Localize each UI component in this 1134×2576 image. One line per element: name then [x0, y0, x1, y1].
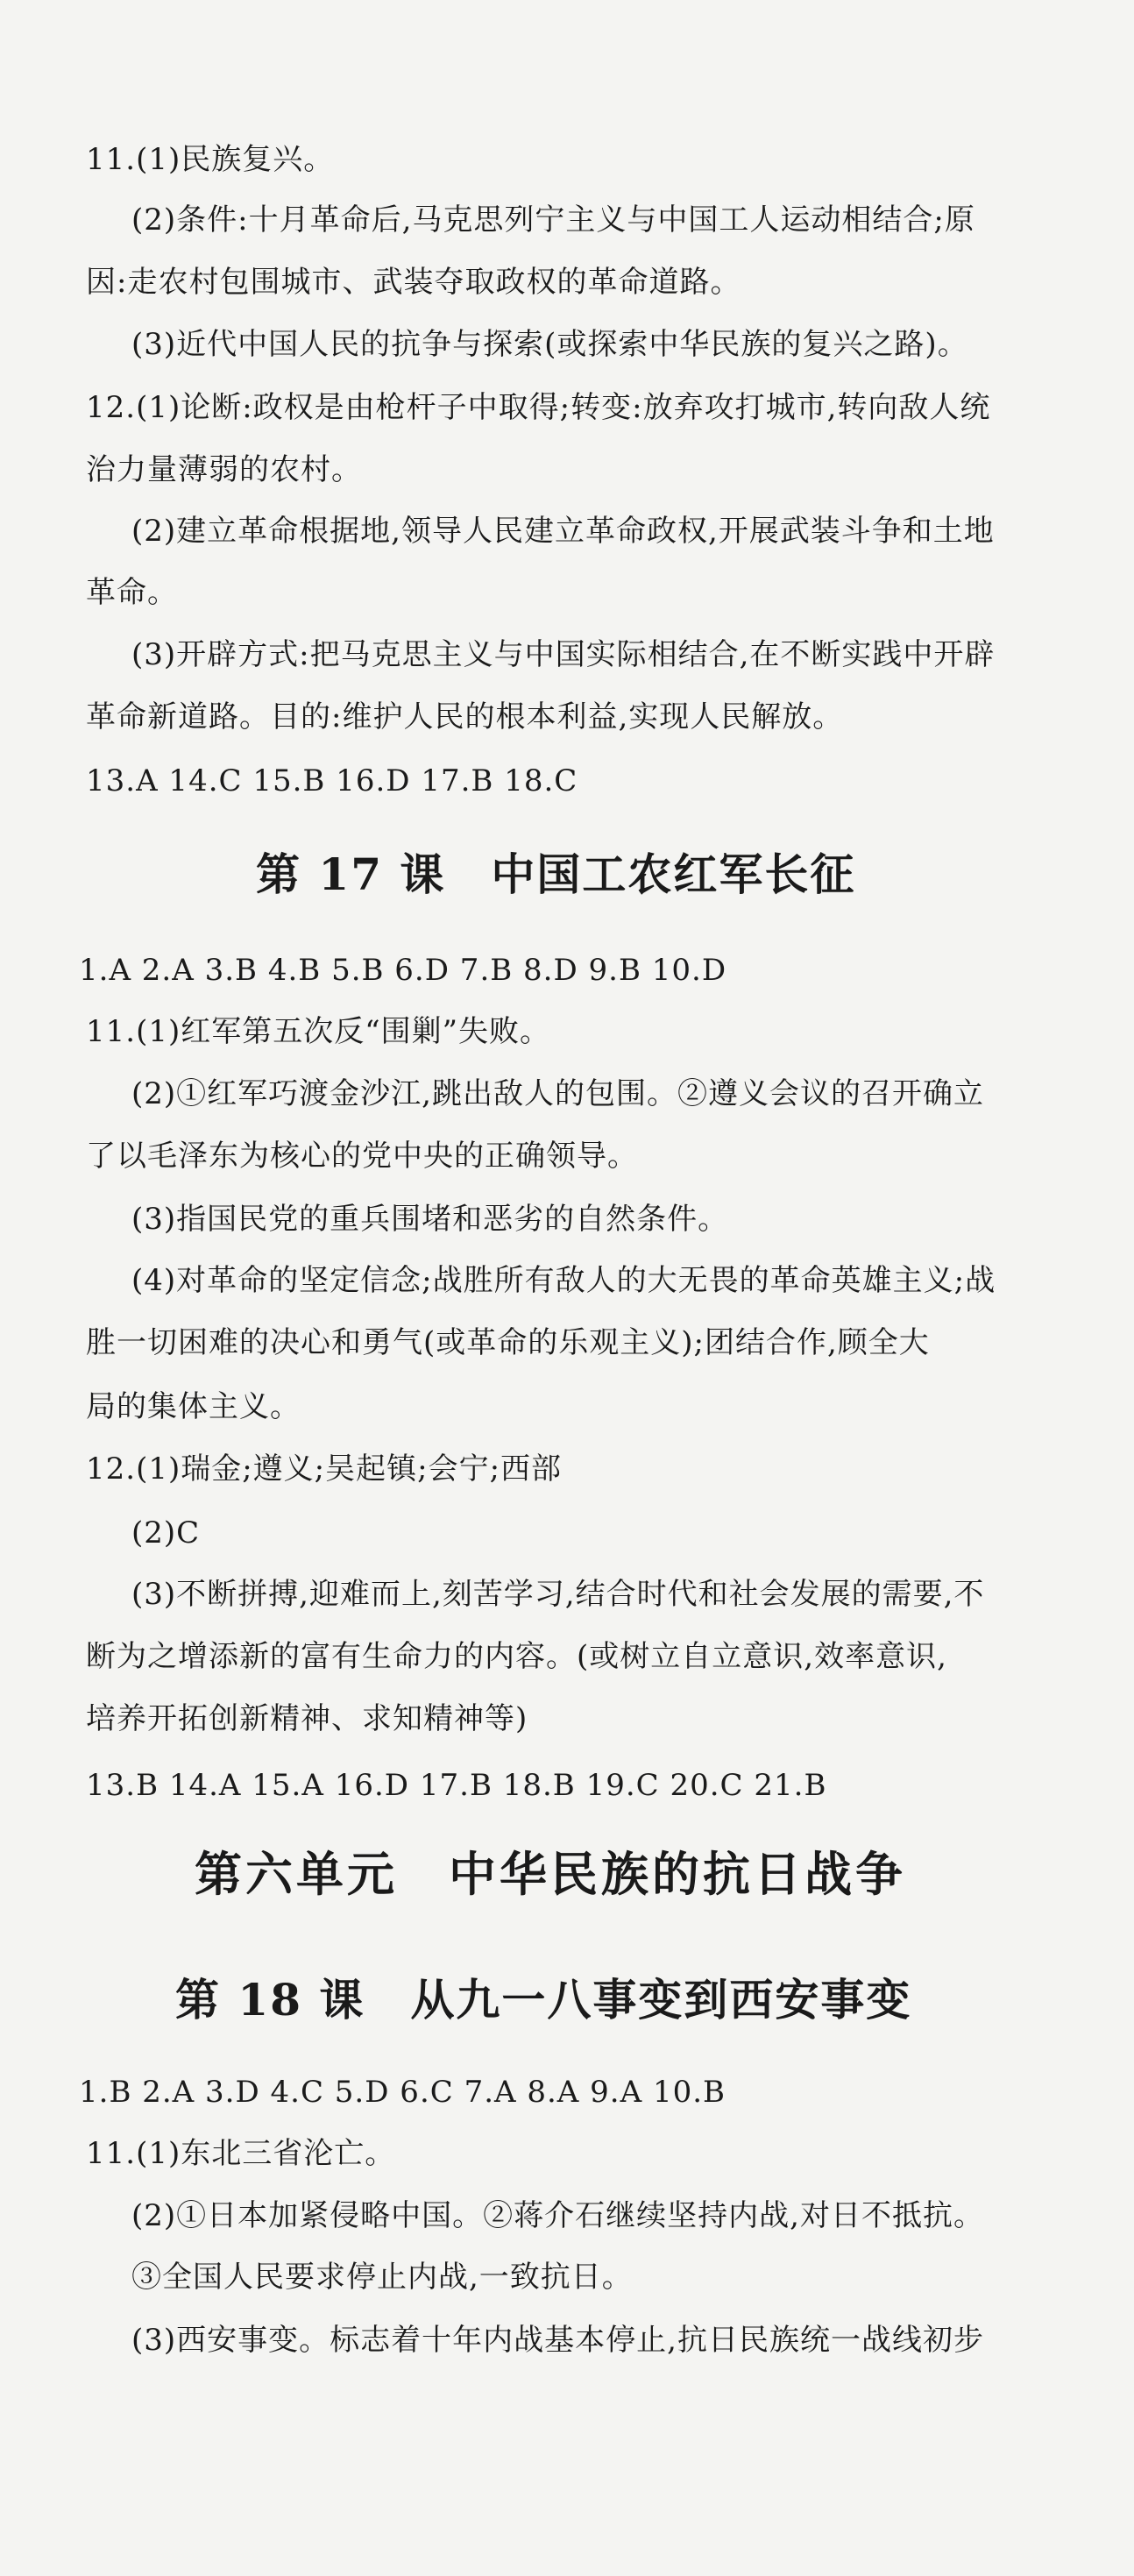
answer-line: 断为之增添新的富有生命力的内容。(或树立自立意识,效率意识, — [86, 1639, 947, 1674]
lesson-18-heading: 第 18 课 从九一八事变到西安事变 — [175, 1974, 912, 2026]
answer-line: (3)近代中国人民的抗争与探索(或探索中华民族的复兴之路)。 — [131, 327, 968, 362]
answer-line: 革命新道路。目的:维护人民的根本利益,实现人民解放。 — [86, 699, 844, 734]
answer-line: 11.(1)东北三省沦亡。 — [86, 2136, 396, 2171]
answer-line: ③全国人民要求停止内战,一致抗日。 — [131, 2260, 633, 2295]
answer-line: (3)不断拼搏,迎难而上,刻苦学习,结合时代和社会发展的需要,不 — [131, 1577, 985, 1612]
answer-line: 13.A 14.C 15.B 16.D 17.B 18.C — [86, 763, 578, 798]
answer-line: (4)对革命的坚定信念;战胜所有敌人的大无畏的革命英雄主义;战 — [131, 1263, 996, 1298]
answer-line: 局的集体主义。 — [86, 1389, 301, 1424]
answer-line: 13.B 14.A 15.A 16.D 17.B 18.B 19.C 20.C 21.B — [86, 1768, 827, 1803]
answer-line: (2)C — [131, 1515, 201, 1551]
lesson-17-heading: 第 17 课 中国工农红军长征 — [256, 848, 856, 900]
answer-line: (3)开辟方式:把马克思主义与中国实际相结合,在不断实践中开辟 — [131, 637, 996, 672]
answer-line: 胜一切困难的决心和勇气(或革命的乐观主义);团结合作,顾全大 — [86, 1325, 930, 1360]
answer-line: 培养开拓创新精神、求知精神等) — [86, 1701, 528, 1736]
answer-line: 治力量薄弱的农村。 — [86, 452, 362, 487]
answer-line: (3)西安事变。标志着十年内战基本停止,抗日民族统一战线初步 — [131, 2323, 984, 2358]
answer-line: (3)指国民党的重兵围堵和恶劣的自然条件。 — [131, 1202, 729, 1237]
answer-line: 了以毛泽东为核心的党中央的正确领导。 — [86, 1139, 638, 1174]
answer-line: 12.(1)论断:政权是由枪杆子中取得;转变:放弃攻打城市,转向敌人统 — [86, 390, 991, 425]
answer-line: (2)建立革命根据地,领导人民建立革命政权,开展武装斗争和土地 — [131, 514, 995, 549]
answer-line: 因:走农村包围城市、武装夺取政权的革命道路。 — [86, 265, 741, 300]
answer-line: 12.(1)瑞金;遵义;吴起镇;会宁;西部 — [86, 1451, 563, 1487]
answer-line: (2)条件:十月革命后,马克思列宁主义与中国工人运动相结合;原 — [131, 202, 975, 238]
answer-line: 1.A 2.A 3.B 4.B 5.B 6.D 7.B 8.D 9.B 10.D — [79, 953, 727, 988]
unit-6-heading: 第六单元 中华民族的抗日战争 — [195, 1847, 906, 1902]
answer-line: 11.(1)民族复兴。 — [86, 142, 335, 177]
answer-line: (2)①红军巧渡金沙江,跳出敌人的包围。②遵义会议的召开确立 — [131, 1076, 984, 1111]
answer-line: 革命。 — [86, 575, 178, 610]
answer-line: (2)①日本加紧侵略中国。②蒋介石继续坚持内战,对日不抵抗。 — [131, 2198, 984, 2233]
answer-line: 11.(1)红军第五次反“围剿”失败。 — [86, 1014, 550, 1049]
answer-line: 1.B 2.A 3.D 4.C 5.D 6.C 7.A 8.A 9.A 10.B — [79, 2075, 726, 2110]
